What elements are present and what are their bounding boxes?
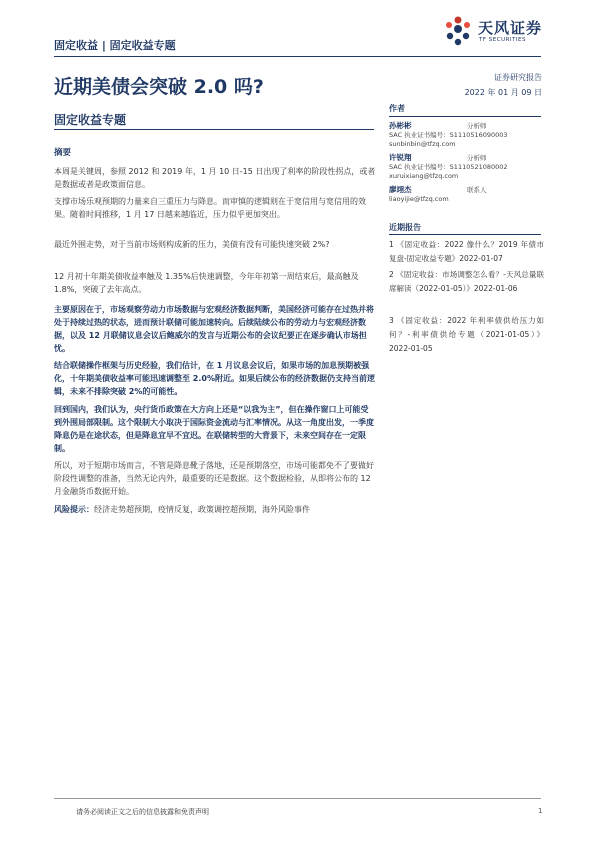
author-role: 分析师 xyxy=(467,122,487,130)
author-block xyxy=(389,185,541,204)
related-report-item[interactable]: 1 《固定收益：2022 像什么？2019 年债市复盘-固定收益专题》2022-01-07 xyxy=(389,240,544,263)
risk-text: 经济走势超预期，疫情反复，政策调控超预期，海外风险事件 xyxy=(94,505,310,514)
report-date: 2022 年 01 月 09 日 xyxy=(464,88,542,97)
subtitle-divider xyxy=(54,129,374,130)
author-name: 孙彬彬 xyxy=(389,121,412,130)
author-cert: SAC 执业证书编号：S1110521080002 xyxy=(389,163,508,171)
related-report-item[interactable]: 2 《固定收益：市场调整怎么看？-天风总量联席解读（2022-01-05）》2022-01-06 xyxy=(389,270,544,293)
paragraph-bold: 结合联储操作框架与历史经验，我们估计，在 1 月议息会议后，如果市场的加息预期被强化，十年期美债收益率可能迅速调整至 2.0%附近。如果后续公布的经济数据仍支持当前逻辑，未来不排除突破 2%的可能性。 xyxy=(54,361,375,396)
author-role: 联系人 xyxy=(467,186,487,194)
paragraph: 本周是关键周，参照 2012 和 2019 年，1 月 10 日-15 日出现了利率的阶段性拐点，或者是数据或者是政策面信息。 xyxy=(54,167,376,189)
author-block xyxy=(389,121,541,149)
breadcrumb: 固定收益 | 固定收益专题 xyxy=(54,39,176,52)
abstract-label: 摘要 xyxy=(54,148,72,158)
author-name: 廖翊杰 xyxy=(389,185,412,194)
paragraph-bold: 回到国内，我们认为，央行货币政策在大方向上还是“以我为主”，但在操作窗口上可能受到外围局部限制。这个限制大小取决于国际资金流动与汇率情况。从这一角度出发，一季度降息仍是在途状态，但是降息宜早不宜迟。在联储转型的大背景下，未来空间存在一定限制。 xyxy=(54,405,374,453)
report-subtitle: 固定收益专题 xyxy=(54,113,127,127)
logo-text: 天风证券 xyxy=(478,19,543,37)
page-title: 近期美债会突破 2.0 吗? xyxy=(54,76,264,98)
related-heading: 近期报告 xyxy=(389,223,421,232)
footer-divider xyxy=(54,798,541,799)
page-number: 1 xyxy=(538,807,543,815)
author-block xyxy=(389,153,541,181)
authors-heading: 作者 xyxy=(389,104,405,113)
footer-disclaimer: 请务必阅读正文之后的信息披露和免责声明 xyxy=(76,808,209,816)
paragraph: 最近外围走势，对于当前市场则构成新的压力，美债有没有可能快速突破 2%? xyxy=(54,240,330,249)
related-divider xyxy=(389,234,541,235)
authors-divider xyxy=(389,116,541,117)
author-cert: SAC 执业证书编号：S1110516090003 xyxy=(389,131,508,139)
logo-icon xyxy=(440,14,476,54)
risk-paragraph xyxy=(54,503,376,516)
related-report-item[interactable]: 3 《固定收益：2022 年利率债供给压力如何？-利率债供给专题（2021-01-05）》 2022-01-05 xyxy=(389,316,544,353)
risk-label: 风险提示： xyxy=(54,505,94,514)
author-role: 分析师 xyxy=(467,154,487,162)
author-name: 许锐翔 xyxy=(389,153,412,162)
header-divider xyxy=(54,56,541,57)
logo-subtext: TF SECURITIES xyxy=(479,37,526,43)
report-type: 证券研究报告 xyxy=(494,73,542,82)
paragraph: 所以，对于短期市场而言，不管是降息靴子落地，还是预期落空，市场可能都免不了要做好阶段性调整的准备，当然无论内外，最重要的还是数据。这个数据检验，从即将公布的 12 月金融货币数据开始。 xyxy=(54,461,374,496)
author-email[interactable]: xuruixiang@tfzq.com xyxy=(389,172,459,180)
paragraph-bold: 主要原因在于，市场观察劳动力市场数据与宏观经济数据判断，美国经济可能存在过热并将处于持续过热的状态，进而预计联储可能加速转向。后续陆续公布的劳动力与宏观经济数据，以及 12 月联储议息会议后鲍威尔的发言与近期公布的会议纪要正在逐步确认市场担忧。 xyxy=(54,305,374,353)
paragraph: 12 月初十年期美债收益率触及 1.35%后快速调整，今年年初第一周结束后，最高触及 1.8%，突破了去年高点。 xyxy=(54,272,359,294)
author-email[interactable]: sunbinbin@tfzq.com xyxy=(389,140,456,148)
paragraph: 支撑市场乐观预期的力量来自三重压力与降息。而审慎的逻辑则在于宽信用与宽信用的效果。随着时间推移，1 月 17 日越来越临近，压力似乎更加突出。 xyxy=(54,197,366,219)
author-email[interactable]: liaoyijie@tfzq.com xyxy=(389,195,449,203)
